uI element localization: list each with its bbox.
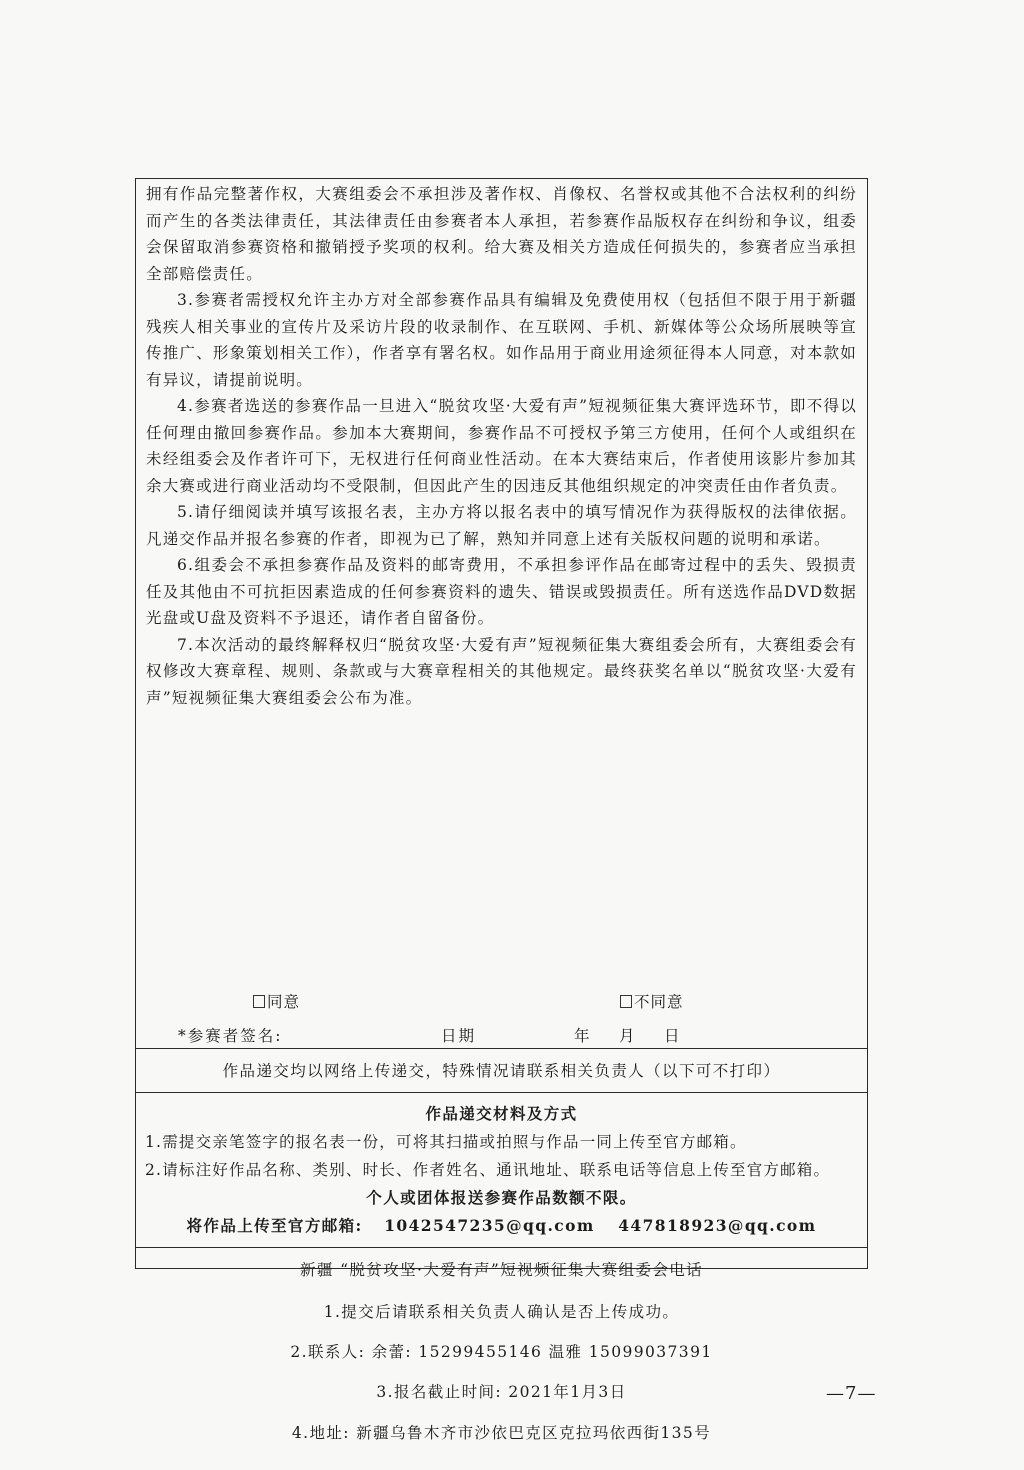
agree-checkbox[interactable] xyxy=(253,995,265,1008)
email-address-1[interactable]: 1042547235@qq.com xyxy=(384,1216,595,1235)
day-label: 日 xyxy=(664,1027,682,1045)
disagree-checkbox[interactable] xyxy=(620,995,632,1008)
contact-line-4: 4.地址: 新疆乌鲁木齐市沙依巴克区克拉玛依西街135号 xyxy=(291,1424,712,1442)
term-paragraph-7: 7.本次活动的最终解释权归“脱贫攻坚·大爱有声”短视频征集大赛组委会所有，大赛组委会有权修改大赛章程、规则、条款或与大赛章程相关的其他规定。最终获奖名单以“脱贫攻坚·大爱有声”短视频征集大赛组委会公布为准。 xyxy=(146,635,857,707)
month-label: 月 xyxy=(619,1027,637,1045)
submission-note: 作品递交均以网络上传递交，特殊情况请联系相关负责人（以下可不打印） xyxy=(222,1062,781,1080)
signature-section xyxy=(136,876,867,1049)
contact-title: 新疆 “脱贫攻坚·大爱有声”短视频征集大赛组委会电话 xyxy=(299,1261,704,1279)
disagree-option[interactable] xyxy=(620,990,684,1012)
contact-line-2: 2.联系人: 余蕾: 15299455146 温雅 15099037391 xyxy=(290,1343,713,1361)
materials-section xyxy=(136,1093,867,1248)
email-label: 将作品上传至官方邮箱: xyxy=(186,1216,363,1235)
agree-label: 同意 xyxy=(267,993,301,1011)
agree-option[interactable] xyxy=(253,990,300,1012)
unlimited-note: 个人或团体报送参赛作品数额不限。 xyxy=(366,1188,637,1207)
terms-section xyxy=(136,179,867,876)
contact-line-3: 3.报名截止时间: 2021年1月3日 xyxy=(376,1383,627,1401)
date-label: 日期 xyxy=(441,1027,477,1045)
materials-title: 作品递交材料及方式 xyxy=(425,1104,578,1123)
contact-section xyxy=(136,1248,867,1470)
signature-label: *参赛者签名: xyxy=(178,1027,283,1045)
submission-note-section xyxy=(136,1049,867,1093)
email-line xyxy=(136,1214,867,1236)
contact-line-1: 1.提交后请联系相关负责人确认是否上传成功。 xyxy=(323,1303,680,1321)
disagree-label: 不同意 xyxy=(634,993,684,1011)
term-paragraph-5: 5.请仔细阅读并填写该报名表，主办方将以报名表中的填写情况作为获得版权的法律依据。凡递交作品并报名参赛的作者，即视为已了解，熟知并同意上述有关版权问题的说明和承诺。 xyxy=(146,503,857,548)
term-paragraph-6: 6.组委会不承担参赛作品及资料的邮寄费用，不承担参评作品在邮寄过程中的丢失、毁损责任及其他由不可抗拒因素造成的任何参赛资料的遗失、错误或毁损责任。所有送选作品DVD数据光盘或U盘及资料不予退还，请作者自留备份。 xyxy=(146,556,857,627)
term-paragraph-continued: 拥有作品完整著作权，大赛组委会不承担涉及著作权、肖像权、名誉权或其他不合法权利的纠纷而产生的各类法律责任，其法律责任由参赛者本人承担，若参赛作品版权存在纠纷和争议，组委会保留取消参赛资格和撤销授予奖项的权利。给大赛及相关方造成任何损失的，参赛者应当承担全部赔偿责任。 xyxy=(146,185,857,283)
page-number: —7— xyxy=(826,1383,877,1404)
email-address-2[interactable]: 447818923@qq.com xyxy=(618,1216,817,1235)
form-table xyxy=(135,178,868,1442)
materials-item-2: 2.请标注好作品名称、类别、时长、作者姓名、通讯地址、联系电话等信息上传至官方邮箱。 xyxy=(145,1161,831,1179)
year-label: 年 xyxy=(574,1027,592,1045)
term-paragraph-3: 3.参赛者需授权允许主办方对全部参赛作品具有编辑及免费使用权（包括但不限于用于新疆残疾人相关事业的宣传片及采访片段的收录制作、在互联网、手机、新媒体等公众场所展映等宣传推广、形象策划相关工作），作者享有署名权。如作品用于商业用途须征得本人同意，对本款如有异议，请提前说明。 xyxy=(146,291,857,389)
term-paragraph-4: 4.参赛者选送的参赛作品一旦进入“脱贫攻坚·大爱有声”短视频征集大赛评选环节，即不得以任何理由撤回参赛作品。参加本大赛期间，参赛作品不可授权予第三方使用，任何个人或组织在未经组委会及作者许可下，无权进行任何商业性活动。在本大赛结束后，作者使用该影片参加其余大赛或进行商业活动均不受限制，但因此产生的因违反其他组织规定的冲突责任由作者负责。 xyxy=(146,397,857,495)
materials-item-1: 1.需提交亲笔签字的报名表一份，可将其扫描或拍照与作品一同上传至官方邮箱。 xyxy=(145,1133,747,1151)
